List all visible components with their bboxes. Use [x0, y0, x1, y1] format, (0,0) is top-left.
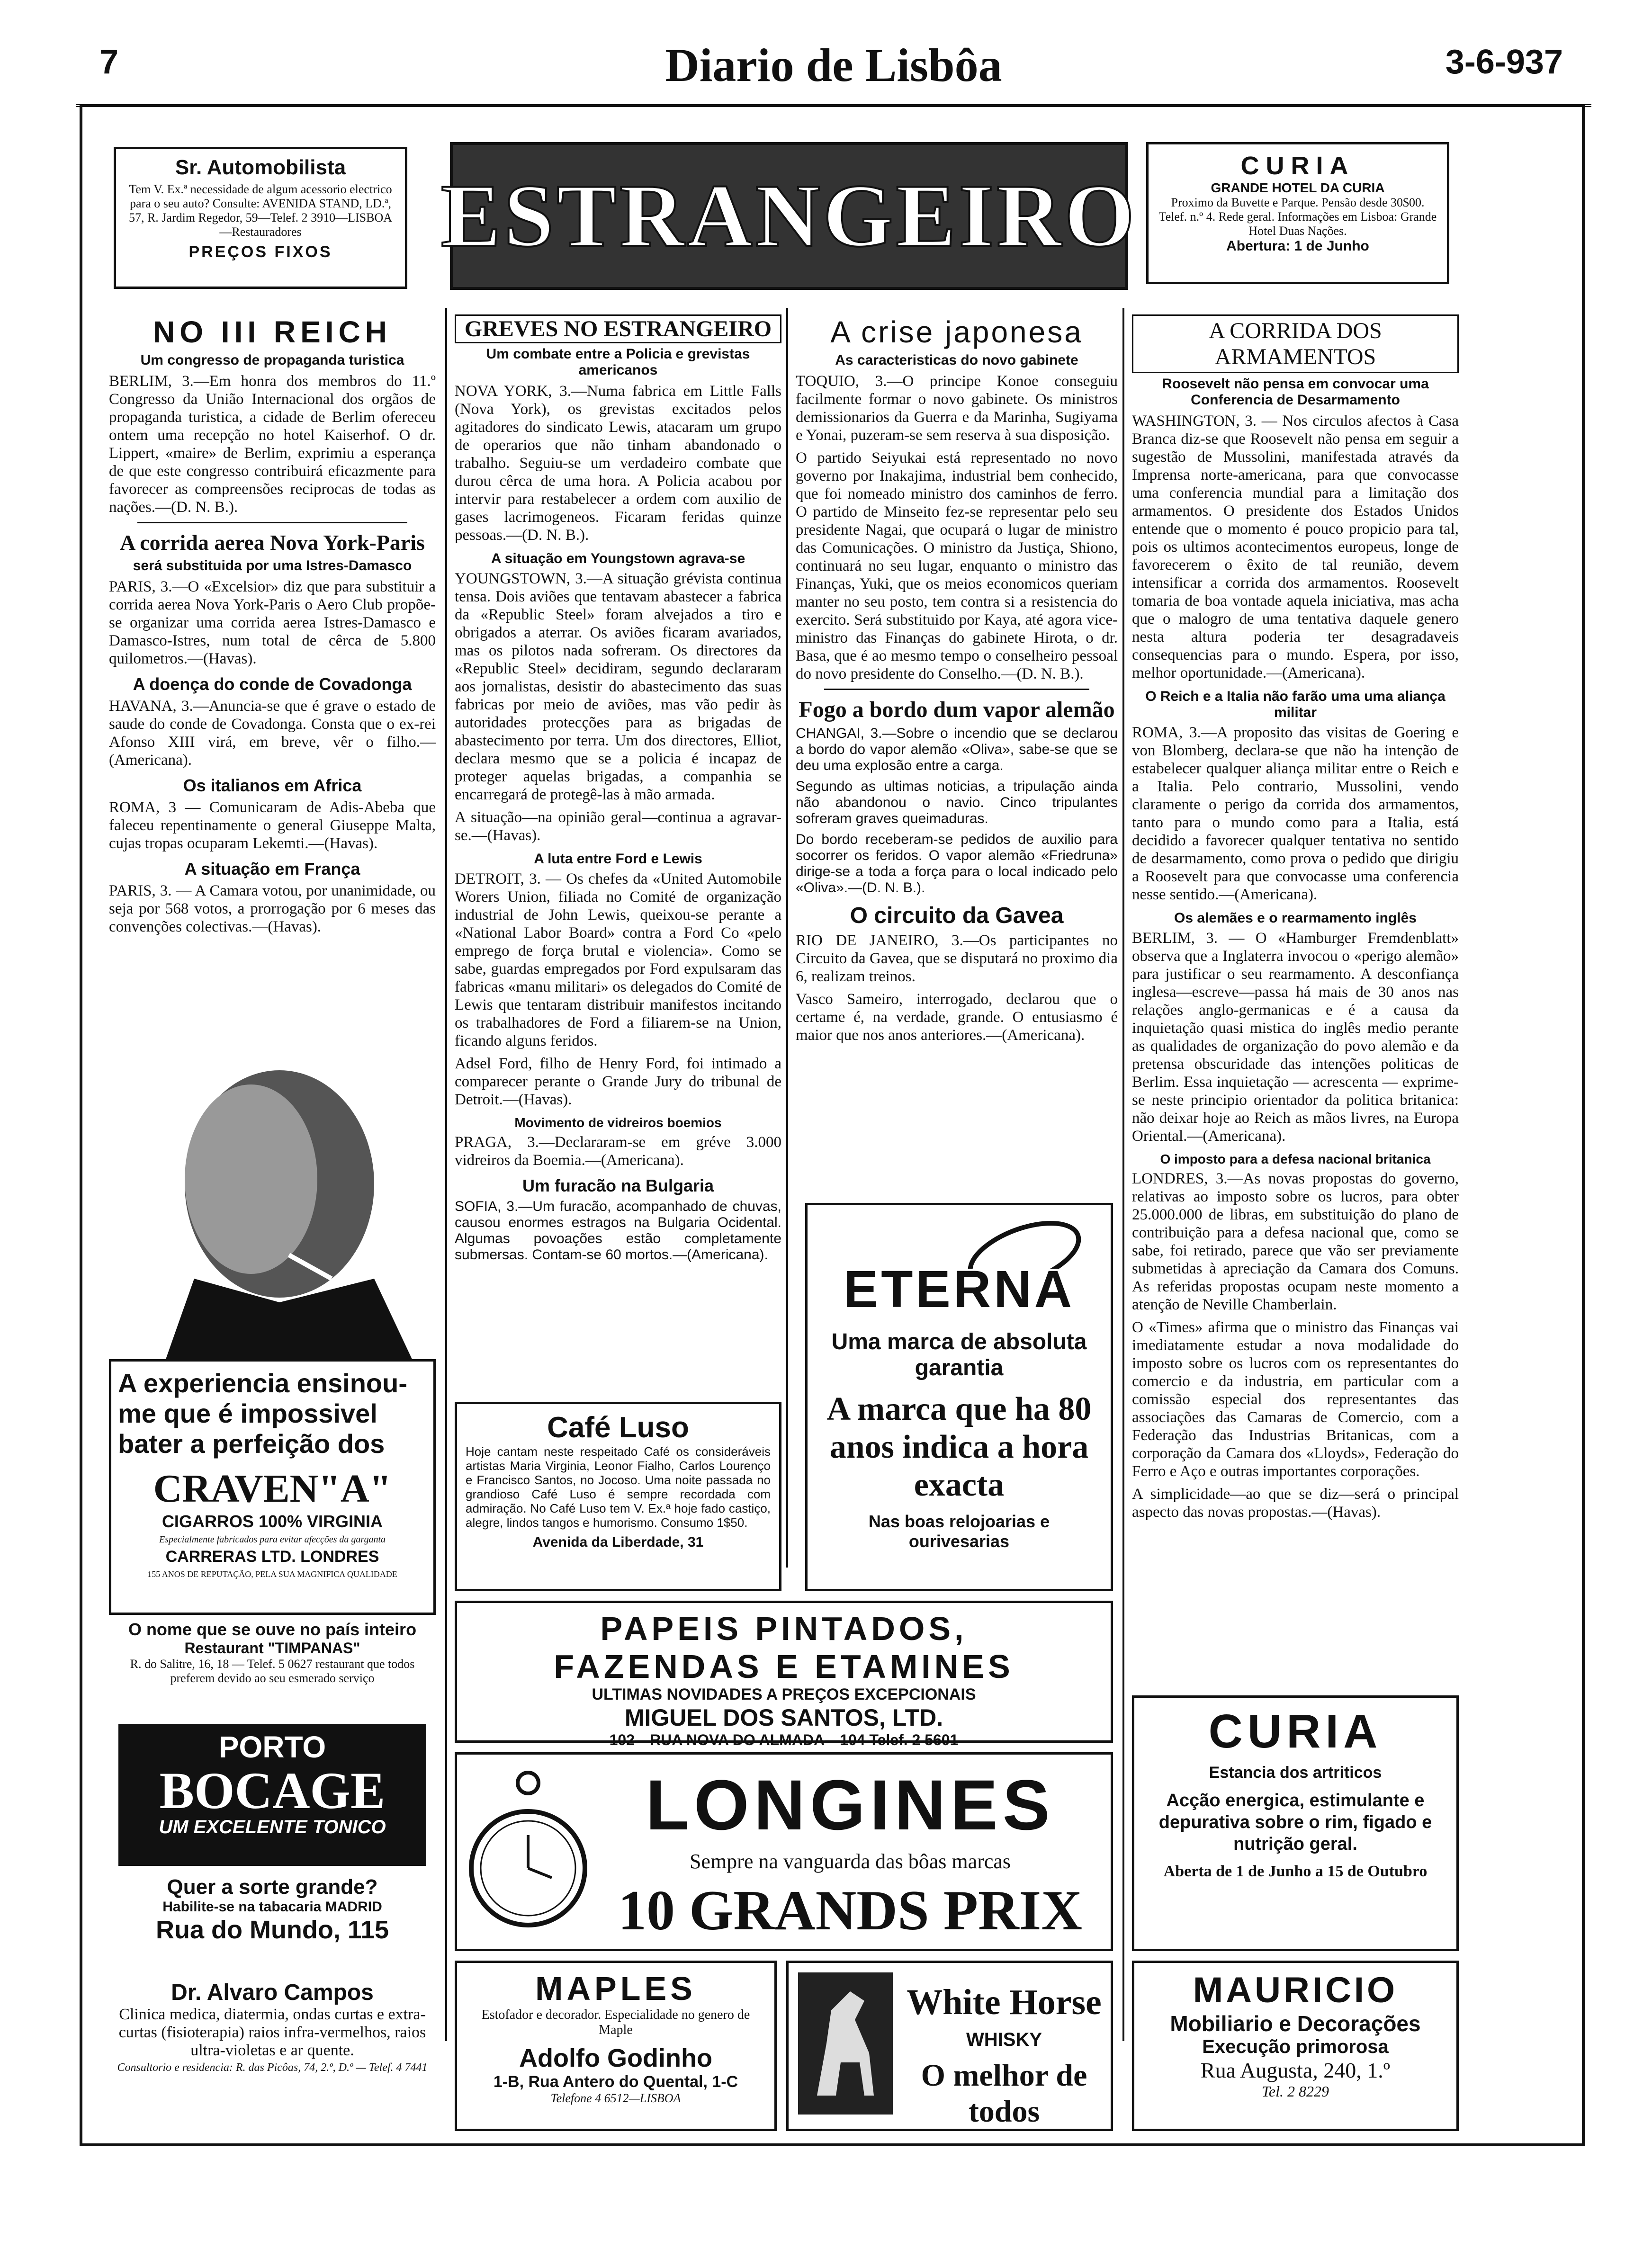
ad-maples-body: Estofador e decorador. Especialidade no genero de Maple [481, 2007, 750, 2037]
article-text: PRAGA, 3.—Declararam-se em gréve 3.000 vidreiros da Boemia.—(Americana). [455, 1134, 781, 1169]
article-text: O partido Seiyukai está representado no novo governo por Inakajima, industrial bem conhecido, que foi nomeado ministro dos caminhos de ferro. O partido de Minseito fez-se representar pelo seu presidente Nagai, que ocupará o lugar de ministro das Comunicações. O ministro da Justiça, Shiono, continuará no seu lugar, enquanto o ministro das Finanças, Yuki, que os meios economicos queriam manter no seu posto, tem contra si a resistencia do exercito. Será substituido por Kaya, até agora vice-ministro das Finanças do gabinete Hirota, o dr. Basa, que é ao mesmo tempo o conselheiro pessoal do novo presidente do Conselho.—(D. N. B.). [796, 449, 1118, 682]
ad-alvaro-body: Clinica medica, diatermia, ondas curtas e extra-curtas (fisioterapia) raios infra-vermelhos, raios ultra-violetas e ar quente. [118, 2006, 426, 2059]
ad-curia-bottom [1132, 1695, 1459, 1951]
ad-curia-top-title: CURIA [1240, 152, 1355, 180]
headline: A crise japonesa [830, 315, 1083, 349]
article-text: WASHINGTON, 3. — Nos circulos afectos à Casa Branca diz-se que Roosevelt não pensa em seguir a sugestão de Mussolini, manifestada através da Imprensa norte-americana, para que convocasse uma conferencia mundial para a limitação dos armamentos. O presidente dos Estados Unidos entende que o momento é pouco propicio para tal, pois os ultimos acontecimentos europeus, longe de favorecerem o êxito de tal reunião, devem intensificar a corrida dos armamentos. Roosevelt tomaria de boa vontade aquela iniciativa, mas acha que o malogro de uma tentativa daquele genero nesta altura poderia ter desagradaveis consequencias para o mundo. Espera, por isso, melhor oportunidade.—(Americana). [1132, 412, 1459, 681]
ad-maples-name: Adolfo Godinho [519, 2044, 712, 2072]
column-rule [1122, 308, 1124, 2041]
ad-alvaro-footer: Consultorio e residencia: R. das Picôas, 74, 2.º, D.º — Telef. 4 7441 [117, 2061, 428, 2074]
ad-bocage [118, 1724, 426, 1866]
ad-maples-address: 1-B, Rua Antero do Quental, 1-C [493, 2073, 738, 2091]
pocket-watch-illustration [467, 1764, 590, 1944]
ad-craven-brand: CRAVEN"A" [153, 1467, 392, 1511]
headline: Os italianos em Africa [183, 776, 362, 795]
headline: Fogo a bordo dum vapor alemão [799, 697, 1115, 722]
ad-eterna [805, 1203, 1113, 1591]
ad-cafe-luso [455, 1402, 781, 1591]
ad-sorte-line1: Quer a sorte grande? [167, 1875, 378, 1899]
ad-curia-bottom-line1: Estancia dos artriticos [1209, 1764, 1382, 1782]
ad-white-horse-line2: WHISKY [966, 2029, 1042, 2050]
article-text: DETROIT, 3. — Os chefes da «United Automobile Worers Union, filiada no Comité de organização industrial de John Lewis, queixou-se perante a «National Labor Board» contra a Ford Co «pelo emprego de força brutal e violencia». Como se sabe, guardas empregados por Ford expulsaram das fabricas «manu militari» os delegados do Comité de Lewis que tentaram distribuir manifestos incitando os trabalhadores de Ford a filiarem-se na Union, ficando alguns feridos. [455, 870, 781, 1049]
ad-mauricio-line3: Rua Augusta, 240, 1.º [1200, 2058, 1391, 2082]
headline: O imposto para a defesa nacional britanica [1160, 1152, 1431, 1166]
ad-sorte-line2: Habilite-se na tabacaria MADRID [162, 1899, 382, 1915]
article-text: PARIS, 3.—O «Excelsior» diz que para substituir a corrida aerea Nova York-Paris o Aero Club propõe-se organizar uma corrida aerea Istres-Damasco e Damasco-Istres, num total de cêrca de 5.800 quilometros.—(Havas). [109, 578, 436, 667]
article-text: Adsel Ford, filho de Henry Ford, foi intimado a comparecer perante o Grande Jury do tribunal de Detroit.—(Havas). [455, 1055, 781, 1108]
ad-papeis-line2: FAZENDAS E ETAMINES [554, 1648, 1014, 1685]
issue-date: 3-6-937 [1445, 43, 1563, 81]
headline: A corrida aerea Nova York-Paris [120, 530, 425, 555]
ad-curia-bottom-line2: Acção energica, estimulante e depurativa sobre o rim, figado e nutrição geral. [1158, 1791, 1432, 1854]
ad-cafe-luso-body: Hoje cantam neste respeitado Café os consideráveis artistas Maria Virginia, Leonor Fialho, Carlos Lourenço e Francisco Santos, no Jocoso. Uma noite passada no grandioso Café Luso é sempre recordada com admiração. No Café Luso tem V. Ex.ª hoje fado castiço, alegre, lindos tangos e humorismo. Consumo 1$50. [466, 1444, 771, 1530]
headline: A doença do conde de Covadonga [133, 674, 412, 694]
headline: O circuito da Gavea [850, 903, 1064, 928]
article-text: A situação—na opinião geral—continua a agravar-se.—(Havas). [455, 809, 781, 844]
ad-craven-line2: Especialmente fabricados para evitar afecções da garganta [159, 1534, 386, 1545]
subheadline: Um congresso de propaganda turistica [140, 352, 404, 368]
ad-cafe-luso-title: Café Luso [547, 1411, 689, 1444]
ad-automobilista-title: Sr. Automobilista [175, 156, 346, 179]
section-banner-text: ESTRANGEIRO [440, 166, 1138, 266]
headline: Os alemães e o rearmamento inglês [1174, 910, 1417, 926]
ad-bocage-line3: UM EXCELENTE TONICO [159, 1817, 386, 1837]
article-text: PARIS, 3. — A Camara votou, por unanimidade, ou seja por 568 votos, a prorrogação por 6 meses das convenções colectivas.—(Havas). [109, 882, 436, 935]
ad-eterna-line1: Uma marca de absoluta garantia [831, 1329, 1087, 1380]
ad-timpanas [109, 1620, 436, 1719]
ad-automobilista-footer: PREÇOS FIXOS [189, 243, 332, 261]
ad-curia-bottom-title: CURIA [1208, 1705, 1383, 1758]
ad-alvaro-campos [109, 1980, 436, 2131]
page-number: 7 [99, 43, 119, 81]
subheadline: Roosevelt não pensa em convocar uma Conferencia de Desarmamento [1162, 376, 1429, 408]
article-text: ROMA, 3.—A proposito das visitas de Goering e von Blomberg, declara-se que não ha intenção de estabelecer qualquer aliança militar entre o Reich e a Italia. Pelo contrario, Mussolini, vendo claramente o perigo da corrida dos armamentos, tanto para o mundo como para a Italia, está decidido a favorecer qualquer tentativa no sentido de desarmamento, como prova o pedido que dirigiu a Roosevelt para que convocasse uma conferencia nesse sentido.—(Americana). [1132, 724, 1459, 903]
ad-craven-slogan: A experiencia ensinou-me que é impossivel bater a perfeição dos [118, 1368, 407, 1459]
ad-automobilista-body: Tem V. Ex.ª necessidade de algum acessorio electrico para o seu auto? Consulte: AVENIDA STAND, LD.ª, 57, R. Jardim Regedor, 59—Telef. 2 3910—LISBOA—Restauradores [128, 182, 393, 239]
article-text: O «Times» afirma que o ministro das Finanças vai imediatamente estudar a nova modalidade do imposto sobre os lucros com os representantes do comercio e da industria, em particular com a comissão especial dos representantes das associações das Camaras de Comercio, com a Federação das Industrias Britanicas, com a corporação da Camara dos «Lloyds», Federação do Ferro e Aço e outras importantes corporações. [1132, 1319, 1459, 1480]
article-text: ROMA, 3 — Comunicaram de Adis-Abeba que faleceu repentinamente o general Giuseppe Malta, cujas tropas ocuparam Lekemti.—(Havas). [109, 799, 436, 852]
ad-papeis-line3: ULTIMAS NOVIDADES A PREÇOS EXCEPCIONAIS [592, 1685, 976, 1703]
article-text: BERLIM, 3. — O «Hamburger Fremdenblatt» observa que a Inglaterra invocou o «perigo alemão» para justificar o seu rearmamento. A desconfiança inglesa—escreve—passa há mais de 30 anos nas relações anglo-germanicas e é a causa da inquietação quasi mistica do inglês medio perante as qualidades de organização do povo alemão e da pretensa obscuridade das intenções politicas de Berlim. Essa inquietação — acrescenta — exprime-se neste principio orientador da politica britanica: não deixar hoje ao Reich as mãos livres, na Europa Oriental.—(Americana). [1132, 930, 1459, 1145]
article-text: A simplicidade—ao que se diz—será o principal aspecto das novas propostas.—(Havas). [1132, 1486, 1459, 1521]
article-text: Segundo as ultimas noticias, a tripulação ainda não abandonou o navio. Cinco tripulantes sofreram graves queimaduras. [796, 779, 1118, 826]
ad-alvaro-title: Dr. Alvaro Campos [171, 1980, 374, 2005]
headline: NO III REICH [153, 315, 392, 349]
ad-white-horse-line1: White Horse [907, 1982, 1102, 2022]
ad-mauricio-line4: Tel. 2 8229 [1262, 2083, 1329, 2100]
ad-longines-brand: LONGINES [646, 1765, 1055, 1845]
ad-eterna-line2: A marca que ha 80 anos indica a hora exacta [826, 1391, 1092, 1503]
ad-mauricio [1132, 1961, 1459, 2131]
ad-craven [109, 1056, 436, 1615]
ad-timpanas-body: R. do Salitre, 16, 18 — Telef. 5 0627 restaurant que todos preferem devido ao seu esmerado serviço [130, 1657, 415, 1685]
ad-curia-top-subtitle: GRANDE HOTEL DA CURIA [1211, 180, 1385, 195]
ad-mauricio-title: MAURICIO [1193, 1970, 1398, 2010]
ad-curia-top-body: Proximo da Buvette e Parque. Pensão desde 30$00. Telef. n.º 4. Rede geral. Informações em Lisboa: Grande Hotel Duas Nações. [1158, 196, 1437, 238]
ad-automobilista [114, 147, 407, 289]
portrait-illustration [109, 1056, 436, 1359]
headline: A CORRIDA DOS ARMAMENTOS [1132, 314, 1459, 373]
article-text: LONDRES, 3.—As novas propostas do governo, relativas ao imposto sobre os lucros, para obter 25.000.000 de libras, em substituição do plano de contribuição para a defesa nacional que, como se sabe, foi retirado, parece que vão ser previamente submetidas à apreciação da Camara dos Comuns. As referidas propostas ocupam neste momento a atenção de Neville Chamberlain. [1132, 1170, 1459, 1313]
ad-craven-line4: 155 ANOS DE REPUTAÇÃO, PELA SUA MAGNIFICA QUALIDADE [147, 1569, 397, 1579]
ad-papeis-pintados [455, 1601, 1113, 1748]
ad-curia-top [1146, 142, 1449, 284]
ad-papeis-line4: MIGUEL DOS SANTOS, LTD. [624, 1704, 943, 1731]
ad-curia-top-footer: Abertura: 1 de Junho [1226, 238, 1369, 254]
divider [137, 522, 407, 523]
headline: Movimento de vidreiros boemios [514, 1115, 722, 1130]
ad-maples [455, 1961, 777, 2131]
subheadline: será substituida por uma Istres-Damasco [133, 558, 412, 573]
ad-craven-box [109, 1359, 436, 1615]
article-text: CHANGAI, 3.—Sobre o incendio que se declarou a bordo do vapor alemão «Oliva», sabe-se que se deu uma explosão entre a carga. [796, 726, 1118, 773]
ad-white-horse-line3: O melhor de todos [921, 2058, 1087, 2129]
ad-curia-bottom-line3: Aberta de 1 de Junho a 15 de Outubro [1163, 1863, 1428, 1880]
headline: Um furacão na Bulgaria [522, 1176, 714, 1195]
ad-cafe-luso-footer: Avenida da Liberdade, 31 [532, 1534, 704, 1550]
ad-timpanas-name: Restaurant "TIMPANAS" [184, 1640, 360, 1657]
article-text: YOUNGSTOWN, 3.—A situação grévista continua tensa. Dois aviões que tentavam abastecer a fabrica da «Republic Steel» foram alvejados a tiro e obrigados a aterrar. Os aviões ficaram avariados, mas os pilotos nada sofreram. Os directores da «Republic Steel» decidiram, segundo declararam aos jornalistas, desistir do abastecimento das suas fabricas por meio de aviões, mas vão pedir às autoridades protecções para as brigadas de abastecimento por terra. Um dos directores, Elliot, declara mesmo que se a policia é incapaz de proteger aquelas brigadas, a companhia se encarregará de protegê-las à mão armada. [455, 570, 781, 803]
article-text: Do bordo receberam-se pedidos de auxilio para socorrer os feridos. O vapor alemão «Friedruna» dirige-se a toda a força para o local indicado pelo «Oliva».—(D. N. B.). [796, 832, 1118, 896]
ad-white-horse [786, 1961, 1113, 2131]
article-text: SOFIA, 3.—Um furacão, acompanhado de chuvas, causou enormes estragos na Bulgaria Ocidental. Algumas povoações estão completamente submersas. Contam-se 60 mortos.—(Americana). [455, 1199, 781, 1263]
ad-longines-line2: 10 GRANDS PRIX [618, 1879, 1083, 1942]
headline: O Reich e a Italia não farão uma uma aliança militar [1145, 689, 1446, 720]
subheadline: As caracteristicas do novo gabinete [835, 352, 1078, 368]
ad-maples-title: MAPLES [535, 1970, 696, 2007]
masthead: Diario de Lisbôa [665, 39, 1002, 91]
ad-papeis-line1: PAPEIS PINTADOS, [600, 1610, 968, 1647]
column-rule [445, 308, 447, 2041]
page-header [76, 33, 1591, 107]
headline: A luta entre Ford e Lewis [534, 851, 702, 867]
divider [824, 689, 1089, 690]
section-banner [440, 142, 1138, 290]
ad-craven-line3: CARRERAS LTD. LONDRES [165, 1548, 379, 1566]
ad-bocage-line2: BOCAGE [159, 1762, 386, 1819]
headline: A situação em Youngstown agrava-se [491, 551, 745, 566]
ad-sorte-line3: Rua do Mundo, 115 [155, 1916, 389, 1944]
article-text: BERLIM, 3.—Em honra dos membros do 11.º Congresso da União Internacional dos orgãos de propaganda turistica, a cidade de Berlim ofereceu ontem uma recepção no hotel Kaiserhof. O dr. Lippert, «maire» de Berlim, exprimiu a esperança de que este congresso contribuirá eficazmente para favorecer as compreensões reciprocas de todas as nações.—(D. N. B.). [109, 373, 436, 516]
column-rule [786, 308, 788, 1568]
article-text: RIO DE JANEIRO, 3.—Os participantes no Circuito da Gavea, que se disputará no proximo dia 6, realizam treinos. [796, 932, 1118, 985]
ad-maples-phone: Telefone 4 6512—LISBOA [550, 2091, 681, 2105]
article-text: HAVANA, 3.—Anuncia-se que é grave o estado de saude do conde de Covadonga. Consta que o ex-rei Afonso XIII virá, em breve, vêr o filho.—(Americana). [109, 698, 436, 769]
ad-papeis-line5: 102—RUA NOVA DO ALMADA—104 Telef. 2 5601 [609, 1731, 959, 1748]
ad-bocage-line1: PORTO [218, 1730, 326, 1764]
ad-eterna-brand: ETERNA [843, 1260, 1075, 1318]
ad-longines-line1: Sempre na vanguarda das bôas marcas [689, 1850, 1011, 1873]
ad-mauricio-line2: Execução primorosa [1202, 2036, 1389, 2057]
headline: GREVES NO ESTRANGEIRO [455, 314, 781, 343]
subheadline: Um combate entre a Policia e grevistas americanos [486, 346, 750, 378]
article-text: Vasco Sameiro, interrogado, declarou que o certame é, na verdade, grande. O entusiasmo é maior que nos anos anteriores.—(Americana). [796, 991, 1118, 1044]
ad-longines [455, 1752, 1113, 1951]
article-text: NOVA YORK, 3.—Numa fabrica em Little Falls (Nova York), os grevistas excitados pelos agitadores do sindicato Lewis, atacaram um grupo de operarios que não tinham abandonado o trabalho. Seguiu-se um verdadeiro combate que durou cêrca de uma hora. A Policia acabou por intervir para restabelecer a ordem com auxilio de gases lacrimogeneos. Ficaram feridas quinze pessoas.—(D. N. B.). [455, 383, 781, 544]
ad-craven-line1: CIGARROS 100% VIRGINIA [162, 1512, 383, 1531]
ad-eterna-line3: Nas boas relojoarias e ourivesarias [868, 1512, 1050, 1551]
ad-sorte [109, 1875, 436, 1961]
article-text: TOQUIO, 3.—O principe Konoe conseguiu facilmente formar o novo gabinete. Os ministros demissionarios da Guerra e da Marinha, Sugiyama e Yonai, puzeram-se sem reserva à sua disposição. [796, 373, 1118, 444]
horse-illustration [798, 1972, 893, 2115]
ad-mauricio-line1: Mobiliario e Decorações [1170, 2011, 1421, 2036]
ad-timpanas-title: O nome que se ouve no país inteiro [128, 1620, 417, 1639]
headline: A situação em França [184, 859, 360, 878]
